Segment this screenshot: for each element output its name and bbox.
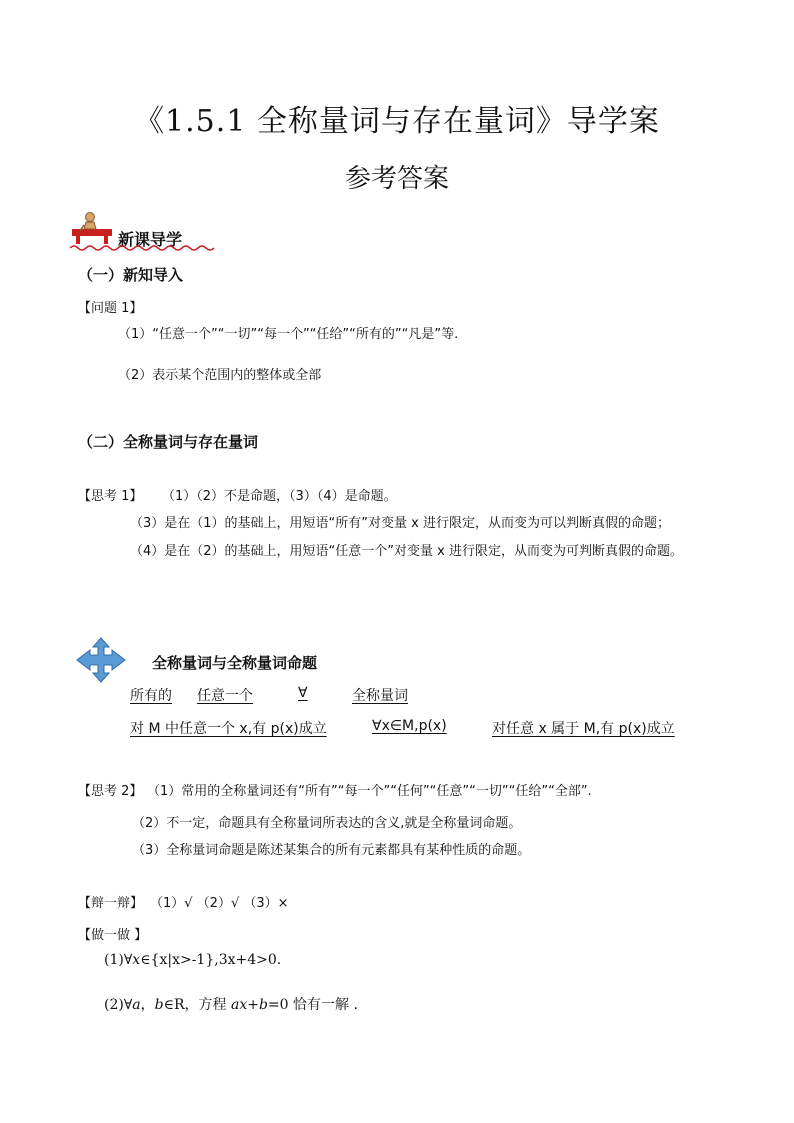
question1-label: 【问题 1】 [78, 301, 143, 316]
proposition-symbolic: ∀x∈M,p(x) [372, 718, 447, 734]
think2-answer-1: （1）常用的全称量词还有“所有”“每一个”“任何”“任意”“一切”“任给”“全部”. [147, 784, 592, 799]
think2-answer-2: （2）不一定，命题具有全称量词所表达的含义,就是全称量词命题。 [132, 816, 522, 831]
discuss-label: 【辩一辩】 [78, 896, 144, 911]
practice-answer-1: (1)∀x∈{x|x>-1},3x+4>0. [104, 952, 282, 968]
quantifier-word-1: 所有的 [130, 688, 172, 704]
quantifier-word-2: 任意一个 [197, 688, 253, 704]
question1-answer-1: （1）“任意一个”“一切”“每一个”“任给”“所有的”“凡是”等. [118, 327, 459, 342]
think2-answer-3: （3）全称量词命题是陈述某集合的所有元素都具有某种性质的命题。 [132, 843, 531, 858]
proposition-reading: 对任意 x 属于 M,有 p(x)成立 [492, 721, 675, 737]
part1-heading: （一）新知导入 [78, 266, 184, 284]
block-heading: 全称量词与全称量词命题 [152, 654, 318, 672]
question1-answer-2: （2）表示某个范围内的整体或全部 [118, 368, 322, 383]
page-subtitle: 参考答案 [344, 164, 449, 194]
page-title: 《1.5.1 全称量词与存在量词》导学案 [134, 104, 660, 139]
part2-heading: （二）全称量词与存在量词 [78, 433, 259, 451]
practice-answer-2: (2)∀a，b∈R，方程 ax+b=0 恰有一解 . [104, 997, 358, 1013]
four-arrow-diamond-icon [76, 637, 126, 683]
wavy-underline [70, 244, 215, 252]
think1-answer-1: （1）（2）不是命题，（3）（4）是命题。 [162, 489, 397, 504]
proposition-text: 对 M 中任意一个 x,有 p(x)成立 [130, 721, 327, 737]
practice-label: 【做一做 】 [78, 928, 148, 943]
section-label: 新课导学 [118, 230, 183, 249]
discuss-answers: （1）√ （2）√ （3）× [150, 896, 289, 911]
think1-answer-2: （3）是在（1）的基础上，用短语“所有”对变量 x 进行限定，从而变为可以判断真假的命题； [130, 516, 670, 531]
quantifier-name: 全称量词 [352, 688, 408, 704]
quantifier-symbol: ∀ [298, 685, 308, 701]
reading-figure-icon [70, 211, 114, 245]
think2-label: 【思考 2】 [78, 784, 143, 799]
think1-label: 【思考 1】 [78, 489, 143, 504]
think1-answer-3: （4）是在（2）的基础上，用短语“任意一个”对变量 x 进行限定，从而变为可判断真假的命题。 [130, 544, 683, 559]
